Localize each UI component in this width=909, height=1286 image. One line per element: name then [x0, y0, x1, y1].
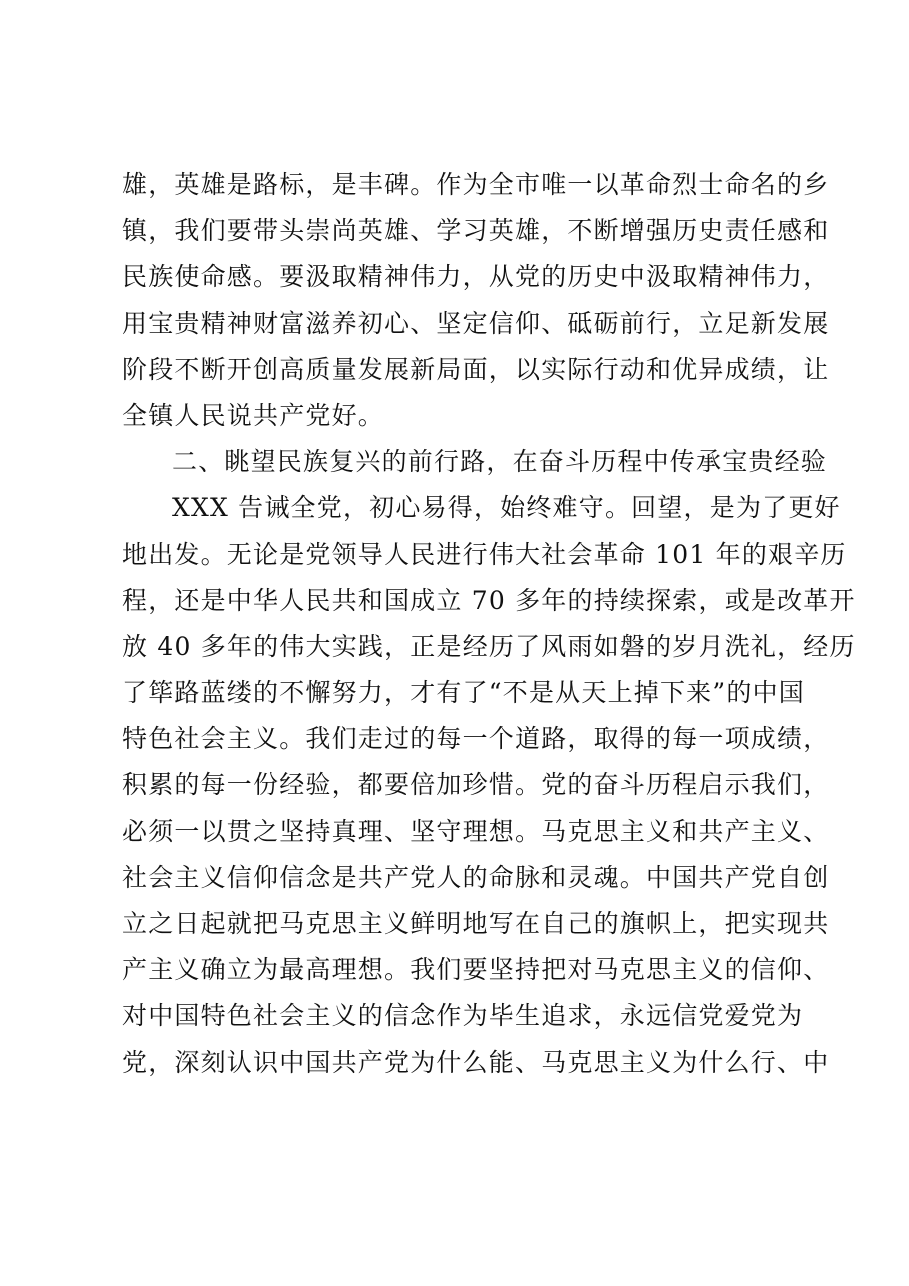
text-line: 阶段不断开创高质量发展新局面，以实际行动和优异成绩，让 [122, 354, 830, 384]
text-line: 特色社会主义。我们走过的每一个道路，取得的每一项成绩， [122, 724, 830, 754]
text-line: 必须一以贯之坚持真理、坚守理想。马克思主义和共产主义、 [122, 816, 830, 846]
text-line: 程，还是中华人民共和国成立 70 多年的持续探索，或是改革开 [122, 585, 856, 615]
text-line: 雄，英雄是路标，是丰碑。作为全市唯一以革命烈士命名的乡 [122, 170, 830, 199]
text-line: 用宝贵精神财富滋养初心、坚定信仰、砥砺前行，立足新发展 [122, 308, 830, 338]
text-line: XXX 告诫全党，初心易得，始终难守。回望，是为了更好 [172, 493, 841, 523]
text-line: 党，深刻认识中国共产党为什么能、马克思主义为什么行、中 [122, 1047, 830, 1077]
text-line: 放 40 多年的伟大实践，正是经历了风雨如磐的岁月洗礼，经历 [122, 631, 856, 661]
text-line: 积累的每一份经验，都要倍加珍惜。党的奋斗历程启示我们， [122, 770, 830, 800]
text-line: 民族使命感。要汲取精神伟力，从党的历史中汲取精神伟力， [122, 262, 830, 292]
text-line: 社会主义信仰信念是共产党人的命脉和灵魂。中国共产党自创 [122, 862, 830, 892]
text-line: 地出发。无论是党领导人民进行伟大社会革命 101 年的艰辛历 [122, 539, 847, 569]
section-heading: 二、眺望民族复兴的前行路，在奋斗历程中传承宝贵经验 [172, 447, 828, 477]
paragraph-body [122, 485, 856, 1085]
text-line: 镇，我们要带头崇尚英雄、学习英雄，不断增强历史责任感和 [122, 216, 830, 246]
text-line: 产主义确立为最高理想。我们要坚持把对马克思主义的信仰、 [122, 955, 830, 985]
document-body [122, 162, 856, 1086]
text-line: 全镇人民说共产党好。 [122, 400, 385, 430]
text-line: 立之日起就把马克思主义鲜明地写在自己的旗帜上，把实现共 [122, 909, 830, 938]
text-line: 了筚路蓝缕的不懈努力，才有了“不是从天上掉下来”的中国 [122, 678, 805, 708]
text-line: 对中国特色社会主义的信念作为毕生追求，永远信党爱党为 [122, 1001, 804, 1031]
paragraph-continuation [122, 162, 830, 439]
